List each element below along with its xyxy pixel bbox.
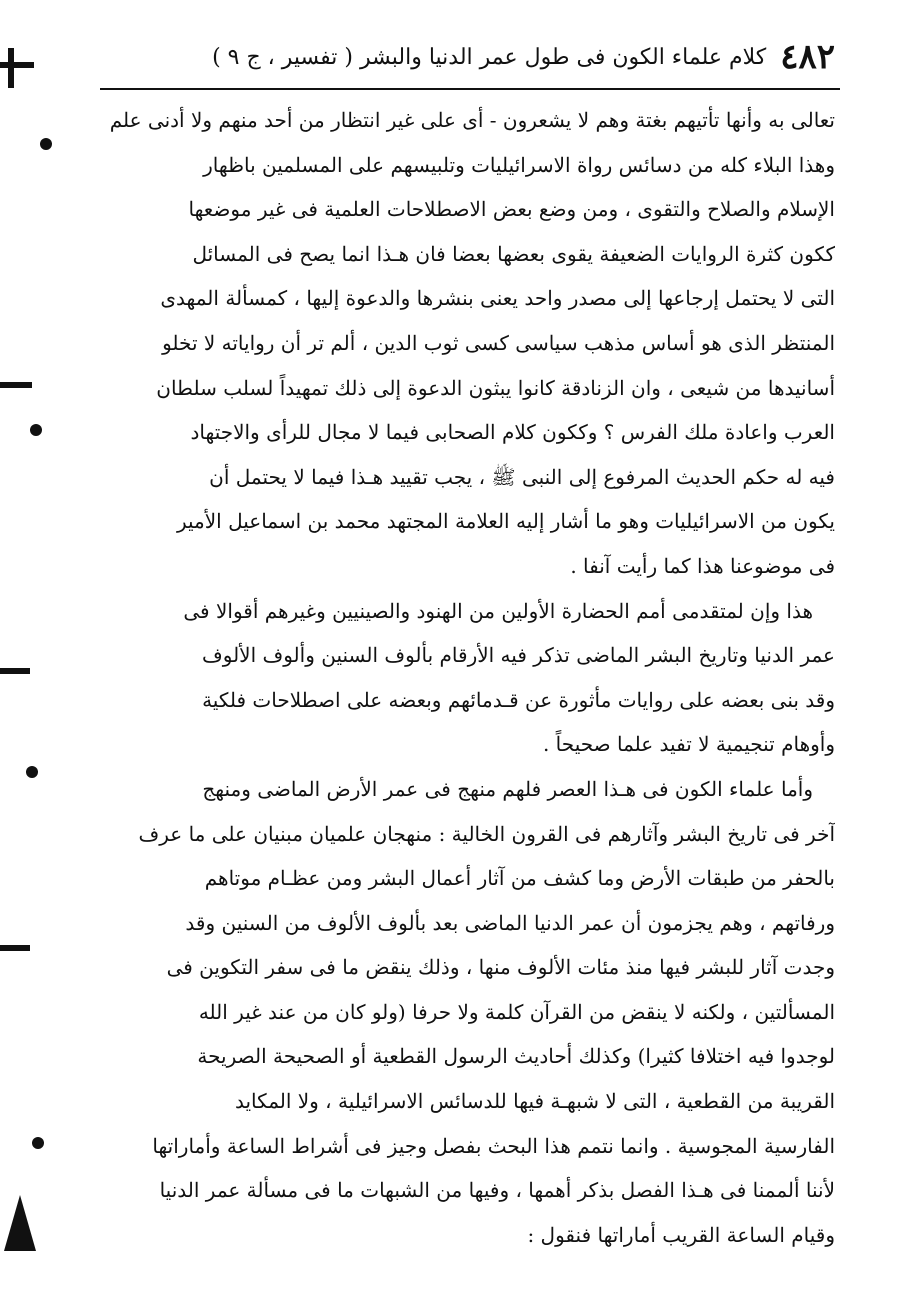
text-line: وقد بنى بعضه على روايات مأثورة عن قـدمائهم وبعضه على اصطلاحات فلكية: [202, 687, 835, 712]
text-line: القريبة من القطعية ، التى لا شبهـة فيها للدسائس الاسرائيلية ، ولا المكايد: [234, 1089, 835, 1114]
text-line: تعالى به وأنها تأتيهم بغتة وهم لا يشعرون - أى على غير انتظار من أحد منهم ولا أدنى علم: [109, 108, 835, 132]
text-line: وقيام الساعة القريب أماراتها فنقول :: [527, 1222, 835, 1247]
scan-artifact: [32, 1137, 44, 1149]
page-number: ٤٨٢: [780, 37, 835, 77]
scan-artifact: [30, 424, 42, 436]
text-line: الفارسية المجوسية . وانما نتمم هذا البحث بفصل وجيز فى أشراط الساعة وأماراتها: [152, 1133, 835, 1158]
text-line: وجدت آثار للبشر فيها منذ مئات الألوف منها ، وذلك ينقض ما فى سفر التكوين فى: [166, 955, 835, 980]
text-line: الإسلام والصلاح والتقوى ، ومن وضع بعض الاصطلاحات العلمية فى غير موضعها: [188, 197, 835, 222]
text-line: يكون من الاسرائيليات وهو ما أشار إليه العلامة المجتهد محمد بن اسماعيل الأمير: [176, 509, 835, 534]
scan-artifact: [0, 62, 34, 68]
text-line: هذا وإن لمتقدمى أمم الحضارة الأولين من الهنود والصينيين وغيرهم أقوالا فى: [183, 598, 813, 623]
text-line: فيه له حكم الحديث المرفوع إلى النبى ﷺ ، يجب تقييد هـذا فيما لا يحتمل أن: [209, 464, 835, 489]
text-line: المنتظر الذى هو أساس مذهب سياسى كسى ثوب الدين ، ألم تر أن رواياته لا تخلو: [162, 330, 835, 355]
text-line: ككون كثرة الروايات الضعيفة يقوى بعضها بعضا فان هـذا انما يصح فى المسائل: [192, 241, 835, 266]
scan-artifact: [26, 766, 38, 778]
text-line: آخر فى تاريخ البشر وآثارهم فى القرون الخالية : منهجان علميان مبنيان على ما عرف: [138, 821, 835, 846]
text-line: التى لا يحتمل إرجاعها إلى مصدر واحد يعنى بنشرها والدعوة إليها ، كمسألة المهدى: [160, 286, 835, 311]
text-line: أسانيدها من شيعى ، وان الزنادقة كانوا يبثون الدعوة إلى ذلك تمهيداً لسلب سلطان: [156, 375, 835, 400]
text-line: عمر الدنيا وتاريخ البشر الماضى تذكر فيه الأرقام بألوف السنين وألوف الألوف: [202, 643, 835, 668]
text-line: وأوهام تنجيمية لا تفيد علما صحيحاً .: [542, 732, 835, 757]
text-line: لوجدوا فيه اختلافا كثيرا) وكذلك أحاديث الرسول القطعية أو الصحيحة الصريحة: [197, 1044, 835, 1069]
text-line: ورفاتهم ، وهم يجزمون أن عمر الدنيا الماضى بعد بألوف الألوف من السنين وقد: [185, 910, 835, 935]
scan-artifact: [0, 1185, 40, 1255]
scan-artifact: [0, 668, 30, 674]
text-line: فى موضوعنا هذا كما رأيت آنفا .: [570, 553, 835, 578]
text-line: لأننا ألممنا فى هـذا الفصل بذكر أهمها ، وفيها من الشبهات ما فى مسألة عمر الدنيا: [159, 1178, 835, 1203]
text-line: بالحفر من طبقات الأرض وما كشف من آثار أعمال البشر ومن عظـام موتاهم: [204, 866, 835, 891]
text-line: العرب واعادة ملك الفرس ؟ وككون كلام الصحابى فيما لا مجال للرأى والاجتهاد: [190, 420, 835, 445]
scan-artifact: [8, 48, 14, 88]
scan-artifact: [0, 945, 30, 951]
text-line: المسألتين ، ولكنه لا ينقض من القرآن كلمة ولا حرفا (ولو كان من عند غير الله: [198, 999, 835, 1024]
header-rule: [100, 88, 840, 90]
body-text: [100, 98, 835, 1257]
text-line: وأما علماء الكون فى هـذا العصر فلهم منهج فى عمر الأرض الماضى ومنهج: [202, 776, 813, 801]
scan-artifact: [40, 138, 52, 150]
text-line: وهذا البلاء كله من دسائس رواة الاسرائيليات وتلبيسهم على المسلمين باظهار: [203, 152, 835, 177]
running-title: كلام علماء الكون فى طول عمر الدنيا والبشر ( تفسير ، ج ٩ ): [212, 44, 767, 70]
scan-artifact: [0, 382, 32, 388]
page-header: [120, 28, 835, 86]
